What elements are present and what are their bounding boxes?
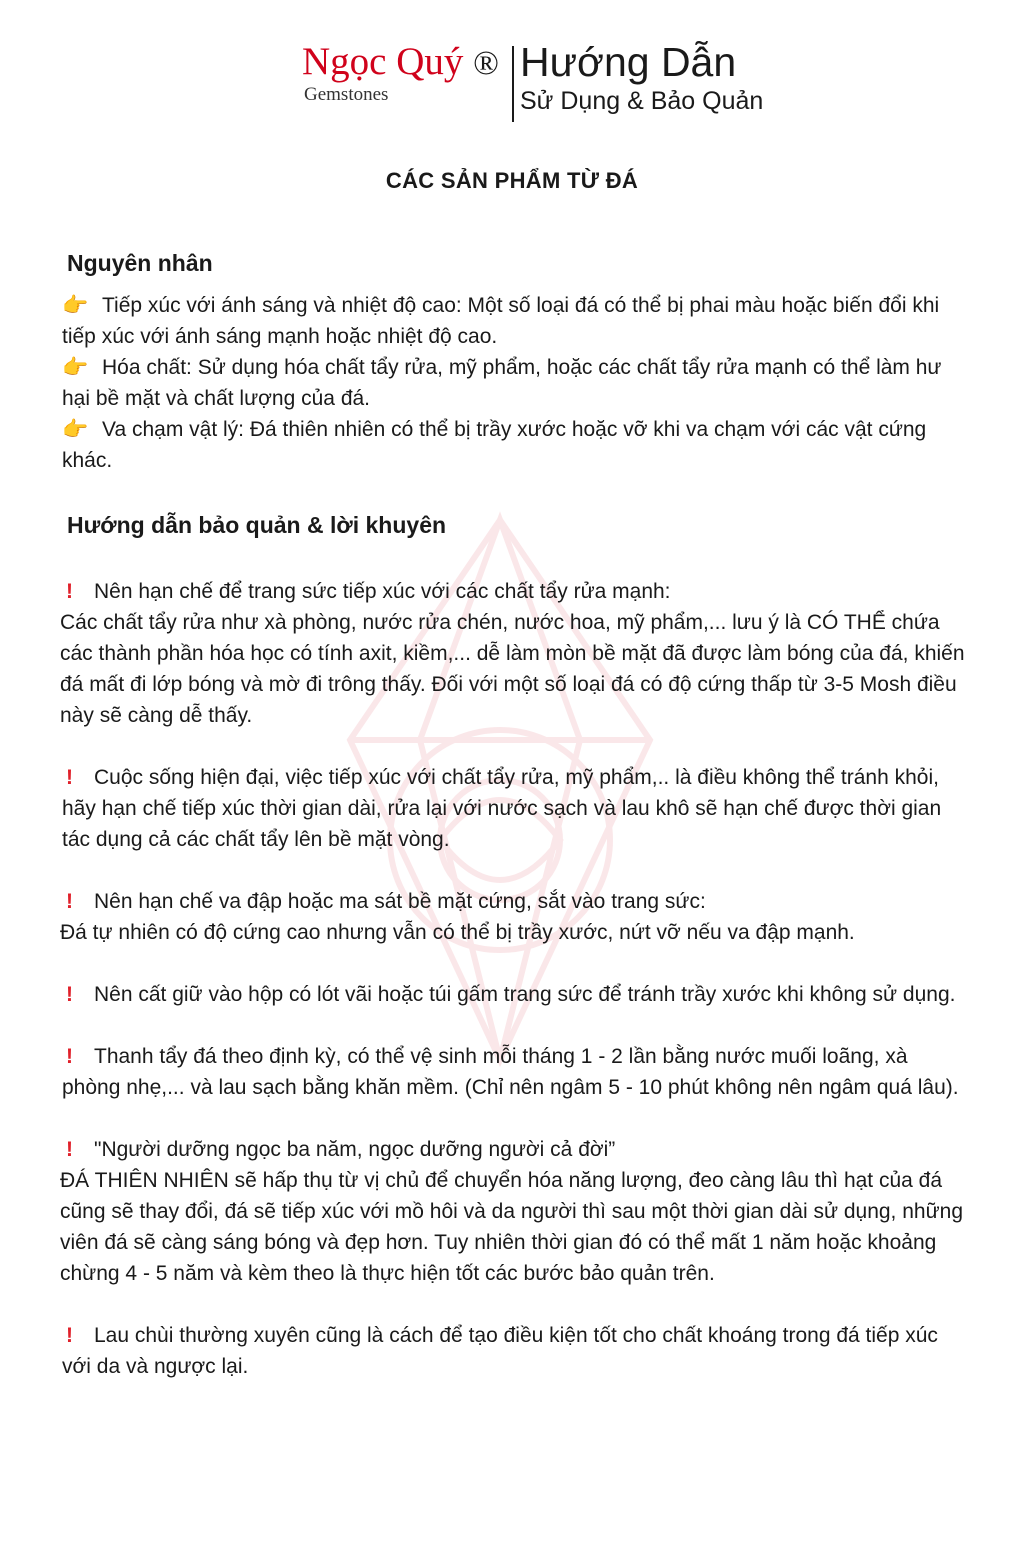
advice-section xyxy=(0,510,1024,1413)
exclamation-icon: ! xyxy=(66,1138,73,1161)
causes-list xyxy=(0,290,1024,476)
exclamation-icon: ! xyxy=(66,890,73,913)
page-title: CÁC SẢN PHẨM TỪ ĐÁ xyxy=(385,168,639,193)
pointing-hand-icon: 👉 xyxy=(62,294,89,317)
registered-mark: ® xyxy=(473,45,499,82)
advice-item: ! Thanh tẩy đá theo định kỳ, có thể vệ sinh mỗi tháng 1 - 2 lần bằng nước muối loãng, xà phòng nhẹ,... và lau sạch bằng khăn mềm. (Chỉ nên ngâm 5 - 10 phút không nên ngâm quá lâu). xyxy=(0,1041,1024,1103)
causes-section xyxy=(0,248,1024,476)
advice-item: ! Nên hạn chế va đập hoặc ma sát bề mặt cứng, sắt vào trang sức: Đá tự nhiên có độ cứng cao nhưng vẫn có thể bị trầy xước, nứt vỡ nếu va đập mạnh. xyxy=(0,886,1024,948)
advice-item: ! Nên cất giữ vào hộp có lót vãi hoặc túi gấm trang sức để tránh trầy xước khi không sử dụng. xyxy=(0,979,1024,1010)
advice-item: ! Cuộc sống hiện đại, việc tiếp xúc với chất tẩy rửa, mỹ phẩm,.. là điều không thể tránh khỏi, hãy hạn chế tiếp xúc thời gian dài, rửa lại với nước sạch và lau khô sẽ hạn chế được thời gian tác dụng cả các chất tẩy lên bề mặt vòng. xyxy=(0,762,1024,855)
causes-heading: Nguyên nhân xyxy=(67,250,213,276)
header xyxy=(0,38,1024,128)
brand-name: Ngọc Quý xyxy=(302,40,464,83)
pointing-hand-icon: 👉 xyxy=(62,356,89,379)
exclamation-icon: ! xyxy=(66,1324,73,1347)
list-item: 👉 Hóa chất: Sử dụng hóa chất tẩy rửa, mỹ phẩm, hoặc các chất tẩy rửa mạnh có thể làm hư hại bề mặt và chất lượng của đá. xyxy=(0,352,1024,414)
advice-list xyxy=(0,576,1024,1382)
advice-item: ! Nên hạn chế để trang sức tiếp xúc với các chất tẩy rửa mạnh: Các chất tẩy rửa như xà phòng, nước rửa chén, nước hoa, mỹ phẩm,... lưu ý là CÓ THỂ chứa các thành phần hóa học có tính axit, kiềm,... dễ làm mòn bề mặt đã được làm bóng của đá, khiến đá mất đi lớp bóng và mờ đi trông thấy. Đối với một số loại đá có độ cứng thấp từ 3-5 Mosh điều này sẽ càng dễ thấy. xyxy=(0,576,1024,731)
guide-subtitle: Sử Dụng & Bảo Quản xyxy=(520,87,764,115)
exclamation-icon: ! xyxy=(66,983,73,1006)
exclamation-icon: ! xyxy=(66,766,73,789)
advice-heading: Hướng dẫn bảo quản & lời khuyên xyxy=(67,512,447,538)
advice-item: ! Lau chùi thường xuyên cũng là cách để tạo điều kiện tốt cho chất khoáng trong đá tiếp xúc với da và ngược lại. xyxy=(0,1320,1024,1382)
advice-item: ! "Người dưỡng ngọc ba năm, ngọc dưỡng người cả đời” ĐÁ THIÊN NHIÊN sẽ hấp thụ từ vị chủ để chuyển hóa năng lượng, đeo càng lâu thì hạt của đá cũng sẽ thay đổi, đá sẽ tiếp xúc với mồ hôi và da người thì sau một thời gian dài sử dụng, những viên đá sẽ càng sáng bóng và đẹp hơn. Tuy nhiên thời gian đó có thể mất 1 năm hoặc khoảng chừng 4 - 5 năm và kèm theo là thực hiện tốt các bước bảo quản trên. xyxy=(0,1134,1024,1289)
guide-title: Hướng Dẫn xyxy=(520,39,737,85)
list-item: 👉 Tiếp xúc với ánh sáng và nhiệt độ cao: Một số loại đá có thể bị phai màu hoặc biến đổi khi tiếp xúc với ánh sáng mạnh hoặc nhiệt độ cao. xyxy=(0,290,1024,352)
pointing-hand-icon: 👉 xyxy=(62,418,89,441)
exclamation-icon: ! xyxy=(66,580,73,603)
brand-subtitle: Gemstones xyxy=(304,84,389,105)
brand-logo xyxy=(302,40,499,104)
exclamation-icon: ! xyxy=(66,1045,73,1068)
guide-heading xyxy=(520,38,763,116)
list-item: 👉 Va chạm vật lý: Đá thiên nhiên có thể bị trầy xước hoặc vỡ khi va chạm với các vật cứng khác. xyxy=(0,414,1024,476)
header-divider xyxy=(512,46,514,122)
